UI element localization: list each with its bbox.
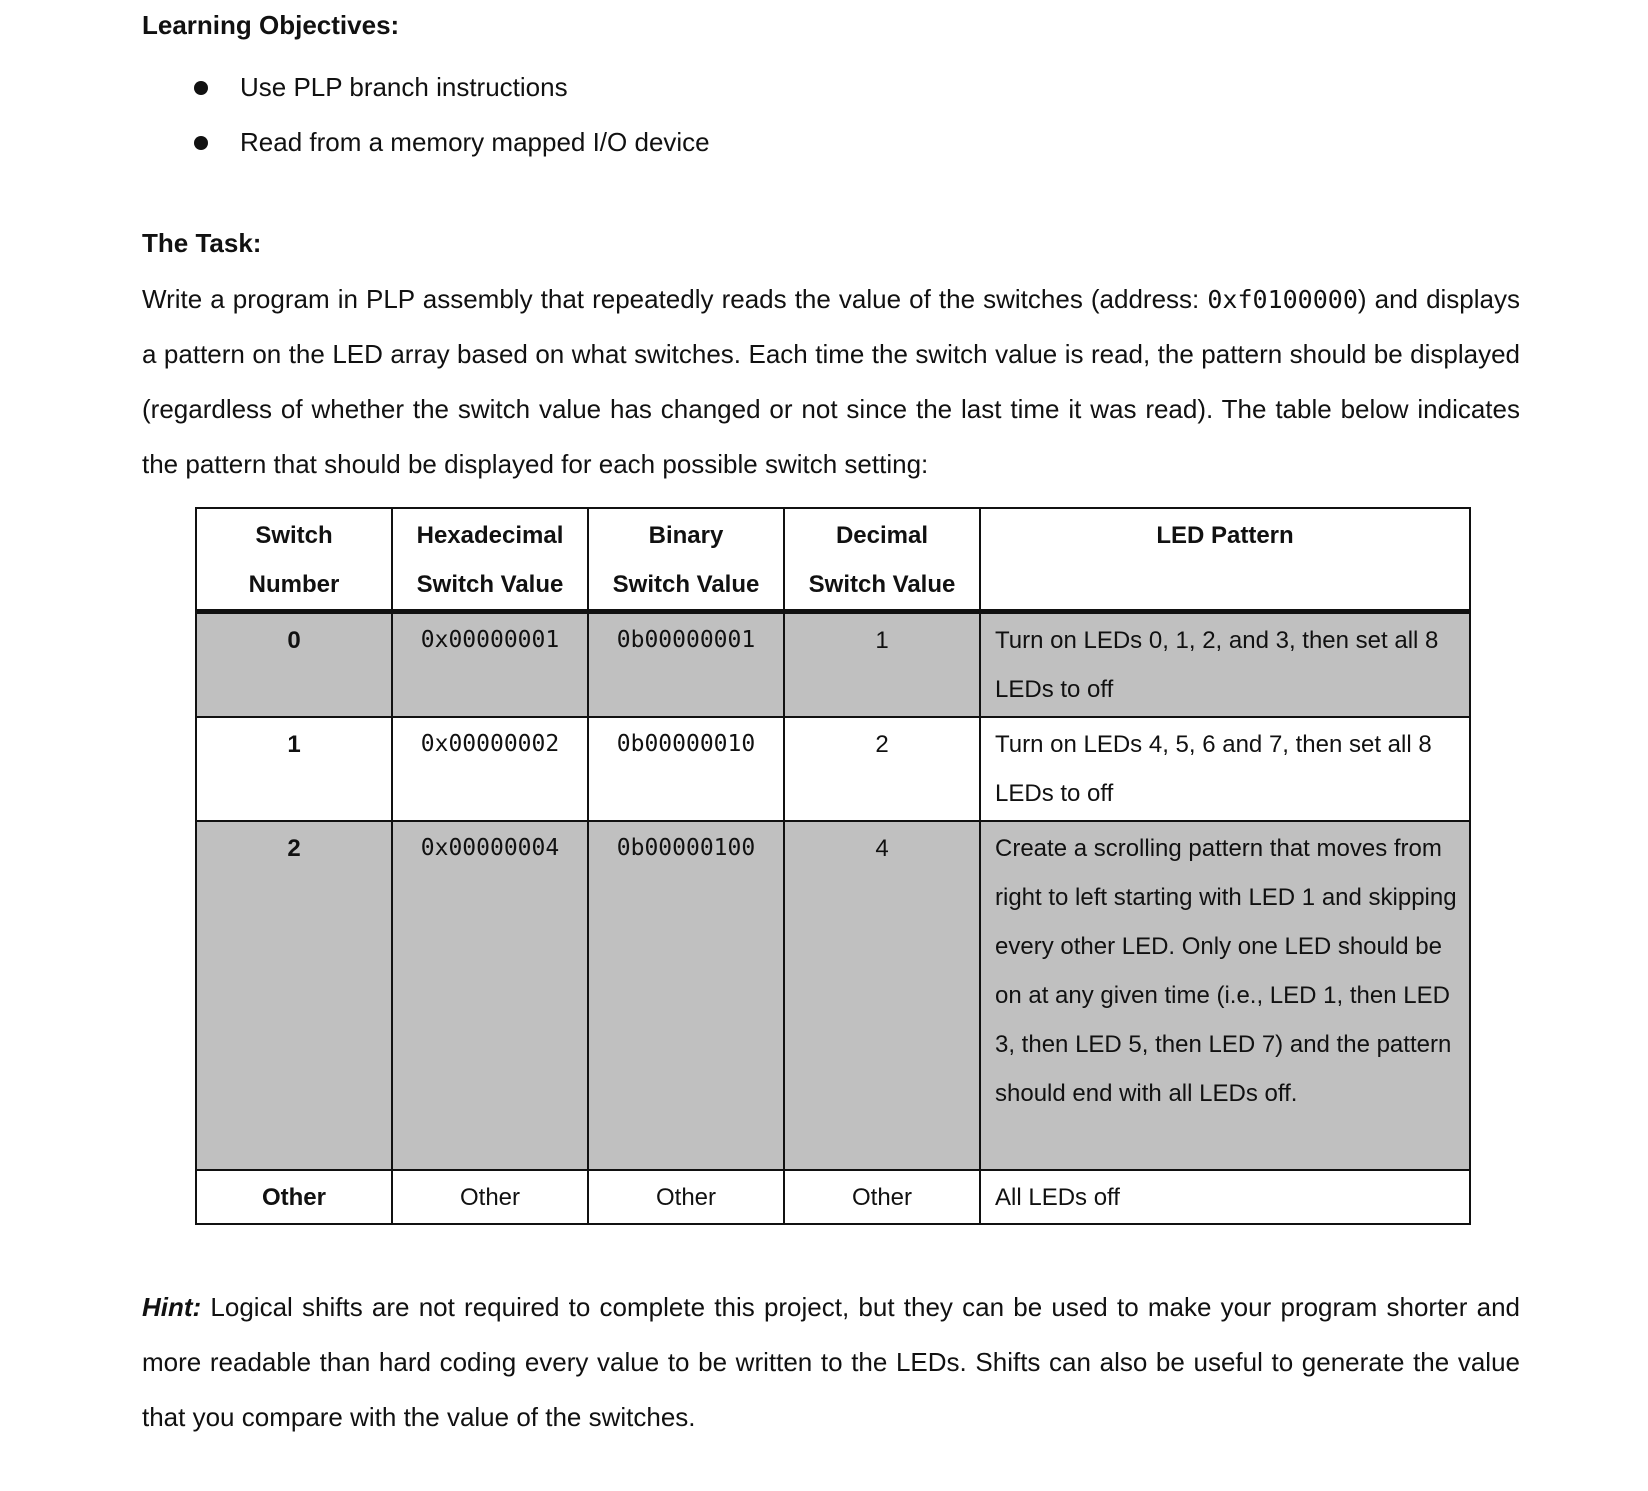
header-decimal-value: Decimal Switch Value <box>784 508 980 612</box>
objective-item <box>142 115 710 170</box>
objectives-list <box>142 60 710 170</box>
bullet-icon <box>194 81 208 95</box>
header-binary-value: Binary Switch Value <box>588 508 784 612</box>
switch-pattern-table-wrapper <box>195 507 1471 1225</box>
task-description <box>142 272 1520 492</box>
cell-binary-value: Other <box>588 1170 784 1224</box>
cell-switch-number: 2 <box>196 821 392 1170</box>
objective-item <box>142 60 710 115</box>
hint-text: Logical shifts are not required to complete this project, but they can be used to make your program shorter and more readable than hard coding every value to be written to the LEDs. Shifts can also be useful to generate the value that you compare with the value of the switches. <box>142 1292 1520 1432</box>
cell-decimal-value: 4 <box>784 821 980 1170</box>
cell-led-pattern: Turn on LEDs 4, 5, 6 and 7, then set all 8 LEDs to off <box>980 717 1470 821</box>
table-row <box>196 717 1470 821</box>
cell-hex-value: Other <box>392 1170 588 1224</box>
cell-switch-number: 1 <box>196 717 392 821</box>
table-header-row <box>196 508 1470 612</box>
cell-decimal-value: Other <box>784 1170 980 1224</box>
cell-hex-value: 0x00000002 <box>392 717 588 821</box>
hint-label: Hint: <box>142 1292 202 1322</box>
objective-text: Read from a memory mapped I/O device <box>240 127 710 157</box>
task-text-part2: ) and displays a pattern on the LED array based on what switches. Each time the switch value is read, the pattern should be displayed (regardless of whether the switch value has changed or not since the last time it was read). The table below indicates the pattern that should be displayed for each possible switch setting: <box>142 284 1520 479</box>
bullet-icon <box>194 136 208 150</box>
switch-address: 0xf0100000 <box>1207 285 1358 314</box>
cell-decimal-value: 2 <box>784 717 980 821</box>
switch-pattern-table <box>195 507 1471 1225</box>
cell-hex-value: 0x00000004 <box>392 821 588 1170</box>
cell-led-pattern: Create a scrolling pattern that moves from right to left starting with LED 1 and skipping every other LED. Only one LED should be on at any given time (i.e., LED 1, then LED 3, then LED 5, then LED 7) and the pattern should end with all LEDs off. <box>980 821 1470 1170</box>
task-text-part1: Write a program in PLP assembly that repeatedly reads the value of the switches (address: <box>142 284 1208 314</box>
header-hex-value: Hexadecimal Switch Value <box>392 508 588 612</box>
table-row <box>196 821 1470 1170</box>
table-row <box>196 1170 1470 1224</box>
cell-switch-number: Other <box>196 1170 392 1224</box>
learning-objectives-heading: Learning Objectives: <box>142 10 400 40</box>
cell-led-pattern: All LEDs off <box>980 1170 1470 1224</box>
cell-switch-number: 0 <box>196 612 392 718</box>
hint-paragraph <box>142 1280 1520 1445</box>
cell-decimal-value: 1 <box>784 612 980 718</box>
header-led-pattern: LED Pattern <box>980 508 1470 612</box>
cell-hex-value: 0x00000001 <box>392 612 588 718</box>
table-row <box>196 612 1470 718</box>
cell-led-pattern: Turn on LEDs 0, 1, 2, and 3, then set all 8 LEDs to off <box>980 612 1470 718</box>
task-heading: The Task: <box>142 228 262 258</box>
cell-binary-value: 0b00000100 <box>588 821 784 1170</box>
objective-text: Use PLP branch instructions <box>240 72 568 102</box>
cell-binary-value: 0b00000001 <box>588 612 784 718</box>
cell-binary-value: 0b00000010 <box>588 717 784 821</box>
header-switch-number: Switch Number <box>196 508 392 612</box>
